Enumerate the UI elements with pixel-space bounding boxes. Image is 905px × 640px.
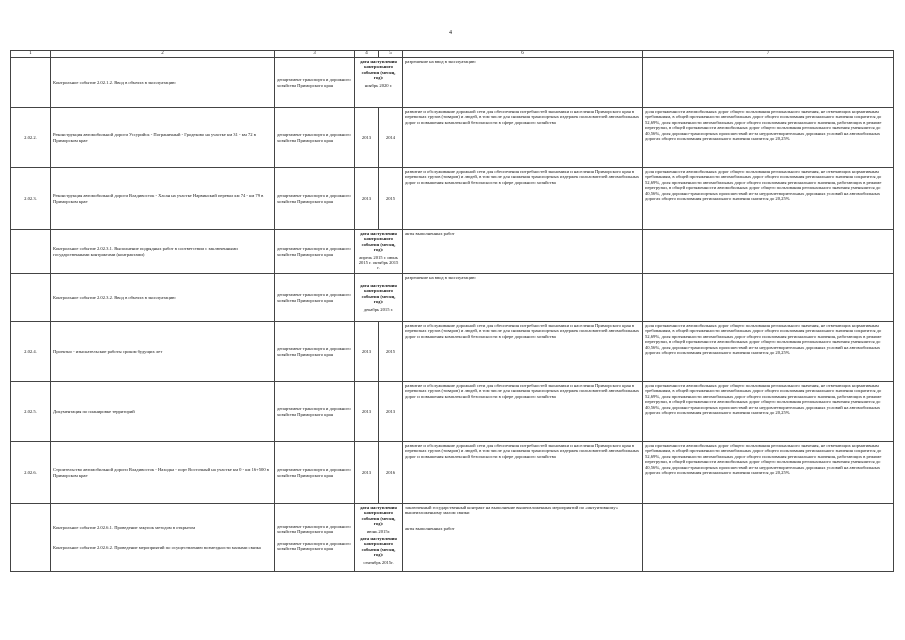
row-number: 2.02.5.	[11, 382, 51, 442]
row-name: Строительство автомобильной дороги Владивосток - Находка - порт Восточный на участке км 0 - км 16+500 в Приморском крае	[51, 442, 275, 504]
control-date-value-secondary: сентябрь 2015г.	[363, 559, 394, 565]
row-executor: департамент транспорта и дорожного хозяйства Приморского края	[275, 442, 355, 504]
row-executor: департамент транспорта и дорожного хозяйства Приморского края	[275, 230, 355, 274]
table-row	[11, 442, 894, 504]
table-row	[11, 58, 894, 108]
row-name-secondary: Контрольное событие 2.02.6.2. Проведение мероприятий по осуществлению возмездности малыми связка	[53, 544, 261, 550]
row-result: развитие и обслуживание дорожной сети для обеспечения потребностей экономики и населения Приморского края в перевозках грузов (товаров) и людей, в том числе для снижения транспортных издержек пользователей автомобильных дорог и повышения комплексной безопасности в сфере дорожного хозяйства	[403, 168, 643, 230]
control-date-cell	[355, 58, 403, 108]
row-executor: департамент транспорта и дорожного хозяйства Приморского края	[275, 274, 355, 322]
col-header-3: 3	[275, 51, 355, 58]
table-row	[11, 230, 894, 274]
table-row	[11, 108, 894, 168]
control-date-cell	[355, 504, 403, 572]
row-result: разрешение на ввод в эксплуатацию	[403, 274, 643, 322]
control-date-label: дата наступления контрольного события (месяц, год):	[360, 505, 397, 527]
row-result: развитие и обслуживание дорожной сети для обеспечения потребностей экономики и населения Приморского края в перевозках грузов (товаров) и людей, в том числе для снижения транспортных издержек пользователей автомобильных дорог и повышения комплексной безопасности в сфере дорожного хозяйства	[403, 108, 643, 168]
table-row	[11, 382, 894, 442]
row-effect: доля протяженности автомобильных дорог общего пользования регионального значения, не отвечающих нормативным требованиям, в общей протяженности автомобильных дорог общего пользования регионального значения сократится до 52,69%, доля протяженности автомобильных дорог общего пользования регионального значения, работающих в режиме перегрузки, в общей протяженности автомобильных дорог общего пользования регионального значения уменьшится до 40,56%, доля дорожно-транспортных происшествий из-за неудовлетворительных дорожных условий на автомобильных дорогах общего пользования регионального значения снизится до 20,25%	[643, 442, 894, 504]
control-date-label: дата наступления контрольного события (месяц, год):	[360, 282, 397, 305]
row-end-year: 2013	[379, 382, 403, 442]
row-result: акты выполненных работ	[403, 230, 643, 274]
row-result: заключенный государственный контракт на выполнение вышеизложенных мероприятий по «интуитивному» вышеизложенному малом связки	[405, 505, 619, 516]
row-executor: департамент транспорта и дорожного хозяйства Приморского края	[275, 322, 355, 382]
table-row	[11, 322, 894, 382]
row-start-year: 2013	[355, 322, 379, 382]
row-effect: доля протяженности автомобильных дорог общего пользования регионального значения, не отвечающих нормативным требованиям, в общей протяженности автомобильных дорог общего пользования регионального значения сократится до 52,69%, доля протяженности автомобильных дорог общего пользования регионального значения, работающих в режиме перегрузки, в общей протяженности автомобильных дорог общего пользования регионального значения уменьшится до 40,56%, доля дорожно-транспортных происшествий из-за неудовлетворительных дорожных условий на автомобильных дорогах общего пользования регионального значения снизится до 20,25%	[643, 108, 894, 168]
row-executor: департамент транспорта и дорожного хозяйства Приморского края	[275, 108, 355, 168]
row-name: Контрольное событие 2.02.6.1. Проведение закупок методом в открытом	[53, 525, 196, 531]
row-result: разрешение на ввод в эксплуатацию	[403, 58, 643, 108]
row-executor-cell	[275, 504, 355, 572]
control-date-value: декабрь 2015 г.	[363, 306, 394, 312]
col-header-2: 2	[51, 51, 275, 58]
control-date-label: дата наступления контрольного события (месяц, год):	[360, 231, 397, 253]
control-date-label-secondary: дата наступления контрольного события (месяц, год):	[360, 536, 397, 558]
row-number: 2.02.6.	[11, 442, 51, 504]
control-date-label: дата наступления контрольного события (месяц, год):	[360, 59, 397, 81]
col-header-4: 4	[355, 51, 379, 58]
row-effect: доля протяженности автомобильных дорог общего пользования регионального значения, не отвечающих нормативным требованиям, в общей протяженности автомобильных дорог общего пользования регионального значения сократится до 52,69%, доля протяженности автомобильных дорог общего пользования регионального значения, работающих в режиме перегрузки, в общей протяженности автомобильных дорог общего пользования регионального значения уменьшится до 40,56%, доля дорожно-транспортных происшествий из-за неудовлетворительных дорожных условий на автомобильных дорогах общего пользования регионального значения снизится до 20,25%	[643, 322, 894, 382]
row-number	[11, 274, 51, 322]
program-table	[10, 50, 894, 572]
row-executor: департамент транспорта и дорожного хозяйства Приморского края	[275, 168, 355, 230]
row-effect	[643, 230, 894, 274]
row-result: развитие и обслуживание дорожной сети для обеспечения потребностей экономики и населения Приморского края в перевозках грузов (товаров) и людей, в том числе для снижения транспортных издержек пользователей автомобильных дорог и повышения комплексной безопасности в сфере дорожного хозяйства	[403, 382, 643, 442]
row-executor-secondary: департамент транспорта и дорожного хозяйства Приморского края	[277, 540, 351, 551]
row-number: 2.02.2.	[11, 108, 51, 168]
control-date-cell	[355, 230, 403, 274]
row-name: Контрольное событие 2.02.1.2. Ввод в объекта в эксплуатацию	[51, 58, 275, 108]
row-effect	[643, 274, 894, 322]
row-result-cell	[403, 504, 643, 572]
page-number: 4	[449, 30, 452, 36]
row-executor: департамент транспорта и дорожного хозяйства Приморского края	[275, 58, 355, 108]
row-start-year: 2013	[355, 442, 379, 504]
row-start-year: 2013	[355, 382, 379, 442]
row-number: 2.02.4.	[11, 322, 51, 382]
row-number	[11, 504, 51, 572]
col-header-1: 1	[11, 51, 51, 58]
row-end-year: 2015	[379, 168, 403, 230]
control-date-value: апрель 2015 г. июнь 2015 г. октябрь 2015 г.	[358, 254, 399, 271]
row-result-secondary: акты выполненных работ	[405, 525, 455, 531]
row-effect: доля протяженности автомобильных дорог общего пользования регионального значения, не отвечающих нормативным требованиям, в общей протяженности автомобильных дорог общего пользования регионального значения сократится до 52,69%, доля протяженности автомобильных дорог общего пользования регионального значения, работающих в режиме перегрузки, в общей протяженности автомобильных дорог общего пользования регионального значения уменьшится до 40,56%, доля дорожно-транспортных происшествий из-за неудовлетворительных дорожных условий на автомобильных дорогах общего пользования регионального значения снизится до 20,25%	[643, 382, 894, 442]
row-end-year: 2015	[379, 322, 403, 382]
column-number-row	[11, 51, 894, 58]
row-name: Проектно - изыскательские работы сроком будущих лет	[51, 322, 275, 382]
table-row	[11, 274, 894, 322]
row-start-year: 2013	[355, 108, 379, 168]
row-result: развитие и обслуживание дорожной сети для обеспечения потребностей экономики и населения Приморского края в перевозках грузов (товаров) и людей, в том числе для снижения транспортных издержек пользователей автомобильных дорог и повышения комплексной безопасности в сфере дорожного хозяйства	[403, 322, 643, 382]
row-effect	[643, 504, 894, 572]
col-header-7: 7	[643, 51, 894, 58]
row-name-cell	[51, 504, 275, 572]
row-executor: департамент транспорта и дорожного хозяйства Приморского края	[277, 523, 351, 535]
control-date-cell	[355, 274, 403, 322]
row-number	[11, 58, 51, 108]
row-name: Контрольное событие 2.02.3.1. Выполнение подрядных работ в соответствии с заключенными государственными контрактами (контрактами)	[51, 230, 275, 274]
row-name: Реконструкция автомобильной дороги Владивосток - Хасан на участке Нарвинский перевал км 74 - км 79 в Приморском крае	[51, 168, 275, 230]
control-date-value: ноябрь 2020 г.	[364, 82, 393, 88]
row-number: 2.02.3.	[11, 168, 51, 230]
row-end-year: 2014	[379, 108, 403, 168]
col-header-6: 6	[403, 51, 643, 58]
row-name: Реконструкция автомобильной дороги Уссурийск - Пограничный - Гродеково на участке км 31 - км 72 в Приморском крае	[51, 108, 275, 168]
row-executor: департамент транспорта и дорожного хозяйства Приморского края	[275, 382, 355, 442]
control-date-value: июнь 2015г.	[366, 528, 391, 534]
row-end-year: 2016	[379, 442, 403, 504]
row-number	[11, 230, 51, 274]
row-result: развитие и обслуживание дорожной сети для обеспечения потребностей экономики и населения Приморского края в перевозках грузов (товаров) и людей, в том числе для снижения транспортных издержек пользователей автомобильных дорог и повышения комплексной безопасности в сфере дорожного хозяйства	[403, 442, 643, 504]
table-row	[11, 168, 894, 230]
row-start-year: 2013	[355, 168, 379, 230]
table-row	[11, 504, 894, 572]
row-effect	[643, 58, 894, 108]
col-header-5: 5	[379, 51, 403, 58]
row-name: Документация по планировке территорий	[51, 382, 275, 442]
row-name: Контрольное событие 2.02.3.2. Ввод в объекта в эксплуатацию	[51, 274, 275, 322]
row-effect: доля протяженности автомобильных дорог общего пользования регионального значения, не отвечающих нормативным требованиям, в общей протяженности автомобильных дорог общего пользования регионального значения сократится до 52,69%, доля протяженности автомобильных дорог общего пользования регионального значения, работающих в режиме перегрузки, в общей протяженности автомобильных дорог общего пользования регионального значения уменьшится до 40,56%, доля дорожно-транспортных происшествий из-за неудовлетворительных дорожных условий на автомобильных дорогах общего пользования регионального значения снизится до 20,25%	[643, 168, 894, 230]
